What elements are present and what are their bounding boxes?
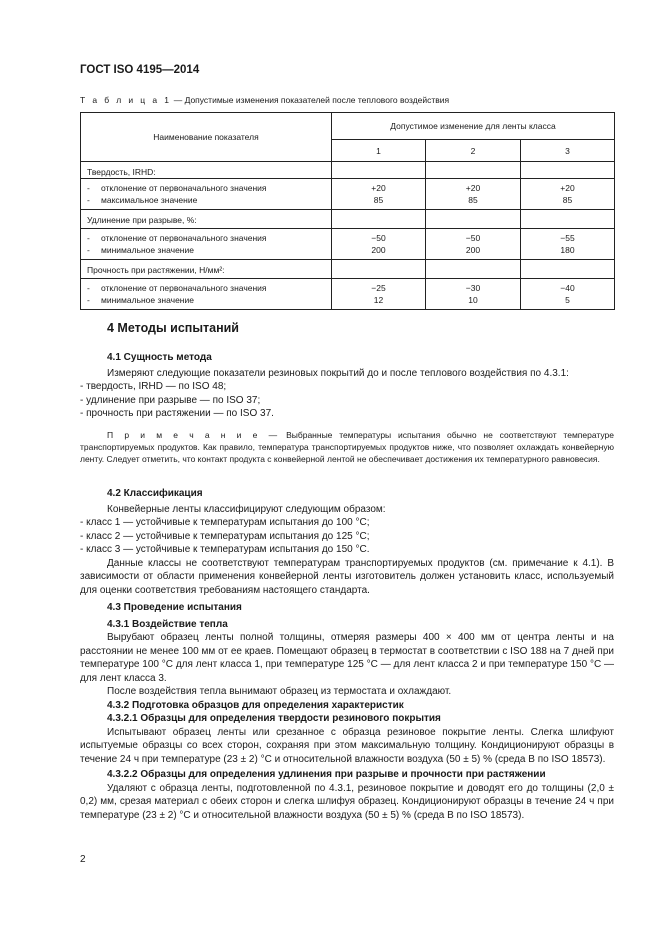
list-item: - класс 3 — устойчивые к температурам испытания до 150 °С. <box>80 544 370 555</box>
list-item: - твердость, IRHD — по ISO 48; <box>80 381 227 392</box>
table-caption <box>80 95 449 105</box>
paragraph: Конвейерные ленты классифицируют следующим образом: <box>107 503 386 515</box>
section-4-2 <box>80 487 614 597</box>
table-head-name: Наименование показателя <box>81 113 332 162</box>
table-row <box>81 229 615 260</box>
table-cell: −40 5 <box>521 279 615 310</box>
paragraph: После воздействия тепла вынимают образец из термостата и охлаждают. <box>107 686 452 697</box>
table-caption-text: — Допустимые изменения показателей после теплового воздействия <box>173 95 450 105</box>
paragraph: Испытывают образец ленты или срезанное с образца резиновое покрытие ленты. Слегка шлифуют испытуемые образцы со всех сторон, сохраняя при этом максимальную толщину. Кондиционируют образцы в течение 24 ч при температуре (23 ± 2) °С и относительной влажности воздуха (50 ± 5) % (среда В по ISO 18573). <box>80 726 614 765</box>
list-item: - прочность при растяжении — по ISO 37. <box>80 408 274 419</box>
page-number: 2 <box>80 854 86 865</box>
table-row-labels: - отклонение от первоначального значения - минимальное значение <box>81 229 332 260</box>
table-cell: +20 85 <box>521 179 615 210</box>
subsection-title: 4.3.2 Подготовка образцов для определения характеристик <box>107 699 404 711</box>
table-section-hardness: Твердость, IRHD: <box>81 162 332 179</box>
section-heading: 4 Методы испытаний <box>107 321 239 335</box>
subsection-title: 4.3.2.1 Образцы для определения твердости резинового покрытия <box>107 713 441 724</box>
note: П р и м е ч а н и е — Выбранные температуры испытания обычно не соответствуют температуре транспортируемых продуктов. Как правило, температура транспортируемых продуктов ниже, что позволяет охлаждать конвейерную ленту. Следует отметить, что контакт продукта с конвейерной лентой не обеспечивает достижения их температурного равновесия. <box>80 429 614 464</box>
table-section-elongation: Удлинение при разрыве, %: <box>81 210 332 229</box>
table-cell: −30 10 <box>426 279 521 310</box>
table-row <box>81 162 615 179</box>
table-row-labels: - отклонение от первоначального значения - максимальное значение <box>81 179 332 210</box>
table-class-1: 1 <box>332 140 426 162</box>
table-row-labels: - отклонение от первоначального значения - минимальное значение <box>81 279 332 310</box>
tolerance-table <box>80 112 615 310</box>
section-4-3 <box>80 601 614 822</box>
table-cell: −50 200 <box>426 229 521 260</box>
table-row <box>81 210 615 229</box>
table-cell: −25 12 <box>332 279 426 310</box>
subsection-title: 4.2 Классификация <box>107 488 203 499</box>
table-cell: +20 85 <box>426 179 521 210</box>
paragraph: Вырубают образец ленты полной толщины, отмеряя размеры 400 × 400 мм от центра ленты и на расстоянии не менее 100 мм от ее краев. Помещают образец в термостат в соответствии с ISO 188 на 7 дней при температуре 100 °С для лент класса 1, при температуре 125 °С — для лент класса 2 и при температуре 150 °С — для лент класса 3. <box>80 632 614 684</box>
section-4-1 <box>80 351 614 465</box>
subsection-title: 4.3.1 Воздействие тепла <box>107 618 228 630</box>
table-row <box>81 179 615 210</box>
table-section-tensile: Прочность при растяжении, Н/мм²: <box>81 260 332 279</box>
table-head-group: Допустимое изменение для ленты класса <box>332 113 615 140</box>
paragraph: Измеряют следующие показатели резиновых покрытий до и после теплового воздействия по 4.3.1: <box>107 367 569 379</box>
table-row <box>81 260 615 279</box>
subsection-title: 4.1 Сущность метода <box>107 352 212 363</box>
list-item: - класс 1 — устойчивые к температурам испытания до 100 °С; <box>80 517 370 528</box>
subsection-title: 4.3 Проведение испытания <box>107 602 242 613</box>
table-row <box>81 279 615 310</box>
paragraph: Удаляют с образца ленты, подготовленной по 4.3.1, резиновое покрытие и доводят его до толщины (2,0 ± 0,2) мм, срезая материал с обеих сторон и слегка шлифуя образец. Кондиционируют образцы в течение 24 ч при температуре (23 ± 2) °С и относительной влажности воздуха (50 ± 5) % (среда В по ISO 18573). <box>80 782 614 821</box>
list-item: - удлинение при разрыве — по ISO 37; <box>80 394 261 406</box>
table-class-3: 3 <box>521 140 615 162</box>
table-caption-label: Т а б л и ц а 1 <box>80 95 172 105</box>
table-cell: +20 85 <box>332 179 426 210</box>
subsection-title: 4.3.2.2 Образцы для определения удлинения при разрыве и прочности при растяжении <box>107 769 546 780</box>
table-cell: −50 200 <box>332 229 426 260</box>
doc-code: ГОСТ ISO 4195—2014 <box>80 64 200 76</box>
table-class-2: 2 <box>426 140 521 162</box>
paragraph: Данные классы не соответствуют температурам транспортируемых продуктов (см. примечание к 4.1). В зависимости от области применения конвейерной ленты изготовитель должен установить класс, используемый для оценки соответствия требованиям настоящего стандарта. <box>80 557 614 596</box>
table-cell: −55 180 <box>521 229 615 260</box>
list-item: - класс 2 — устойчивые к температурам испытания до 125 °С; <box>80 530 370 542</box>
